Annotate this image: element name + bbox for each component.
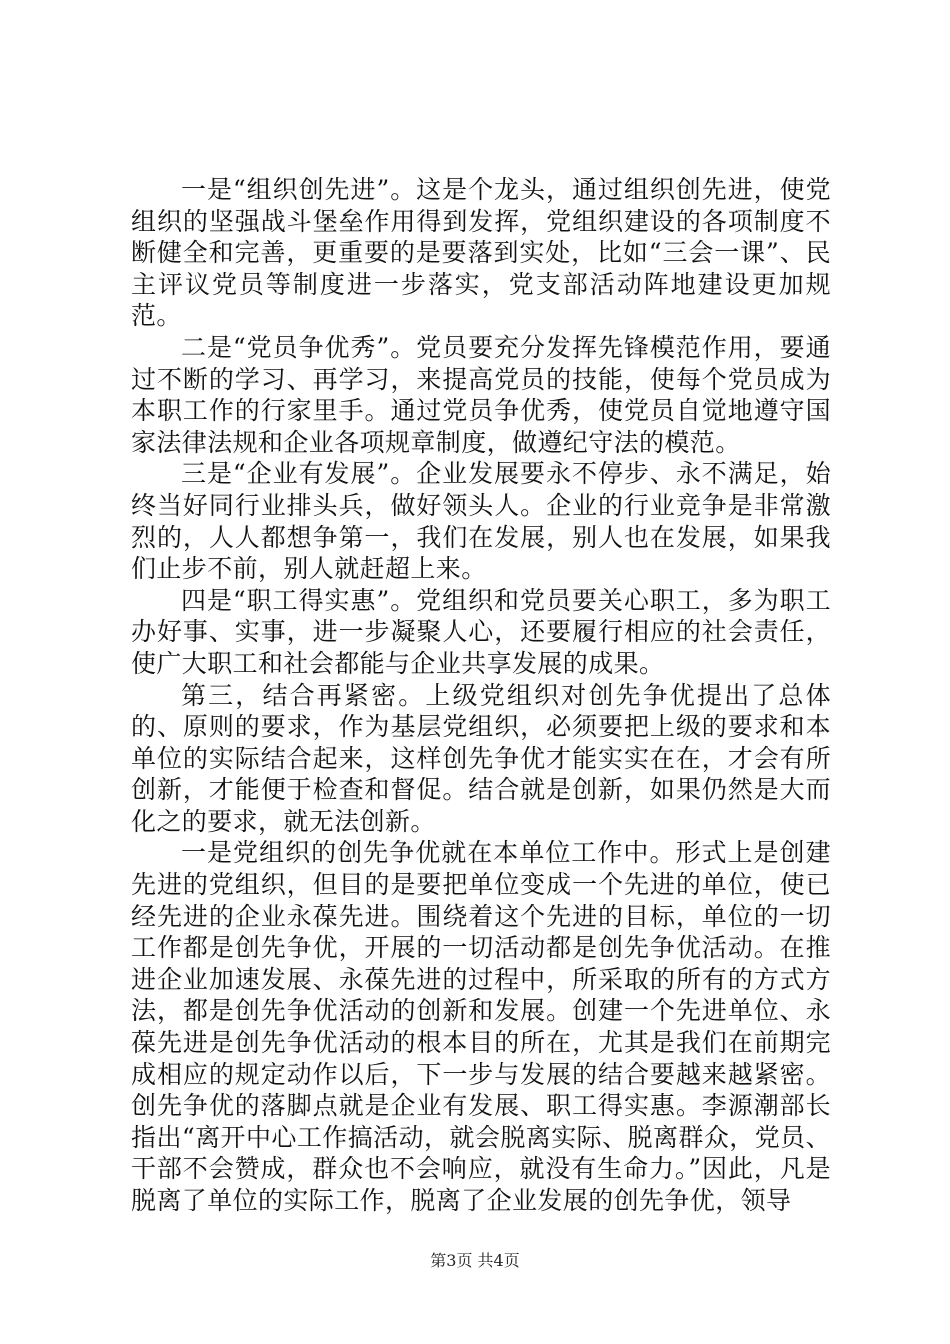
page-footer: 第3页 共4页 [430, 1251, 520, 1270]
document-body [131, 174, 831, 1217]
paragraph: 一是“组织创先进”。这是个龙头，通过组织创先进，使党组织的坚强战斗堡垒作用得到发挥，党组织建设的各项制度不断健全和完善，更重要的是要落到实处，比如“三会一课”、民主评议党员等制度进一步落实，党支部活动阵地建设更加规范。 [131, 175, 831, 331]
paragraph: 三是“企业有发展”。企业发展要永不停步、永不满足，始终当好同行业排头兵，做好领头人。企业的行业竞争是非常激烈的，人人都想争第一，我们在发展，别人也在发展，如果我们止步不前，别人就赶超上来。 [131, 459, 831, 584]
paragraph: 第三，结合再紧密。上级党组织对创先争优提出了总体的、原则的要求，作为基层党组织，必须要把上级的要求和本单位的实际结合起来，这样创先争优才能实实在在，才会有所创新，才能便于检查和督促。结合就是创新，如果仍然是大而化之的要求，就无法创新。 [131, 680, 831, 836]
paragraph: 四是“职工得实惠”。党组织和党员要关心职工，多为职工办好事、实事，进一步凝聚人心，还要履行相应的社会责任，使广大职工和社会都能与企业共享发展的成果。 [131, 585, 831, 678]
paragraph: 一是党组织的创先争优就在本单位工作中。形式上是创建先进的党组织，但目的是要把单位变成一个先进的单位，使已经先进的企业永葆先进。围绕着这个先进的目标，单位的一切工作都是创先争优，开展的一切活动都是创先争优活动。在推进企业加速发展、永葆先进的过程中，所采取的所有的方式方法，都是创先争优活动的创新和发展。创建一个先进单位、永葆先进是创先争优活动的根本目的所在，尤其是我们在前期完成相应的规定动作以后，下一步与发展的结合要越来越紧密。创先争优的落脚点就是企业有发展、职工得实惠。李源潮部长指出“离开中心工作搞活动，就会脱离实际、脱离群众，党员、干部不会赞成，群众也不会响应，就没有生命力。”因此，凡是脱离了单位的实际工作，脱离了企业发展的创先争优，领导 [131, 838, 831, 1215]
paragraph: 二是“党员争优秀”。党员要充分发挥先锋模范作用，要通过不断的学习、再学习，来提高党员的技能，使每个党员成为本职工作的行家里手。通过党员争优秀，使党员自觉地遵守国家法律法规和企业各项规章制度，做遵纪守法的模范。 [131, 332, 831, 457]
